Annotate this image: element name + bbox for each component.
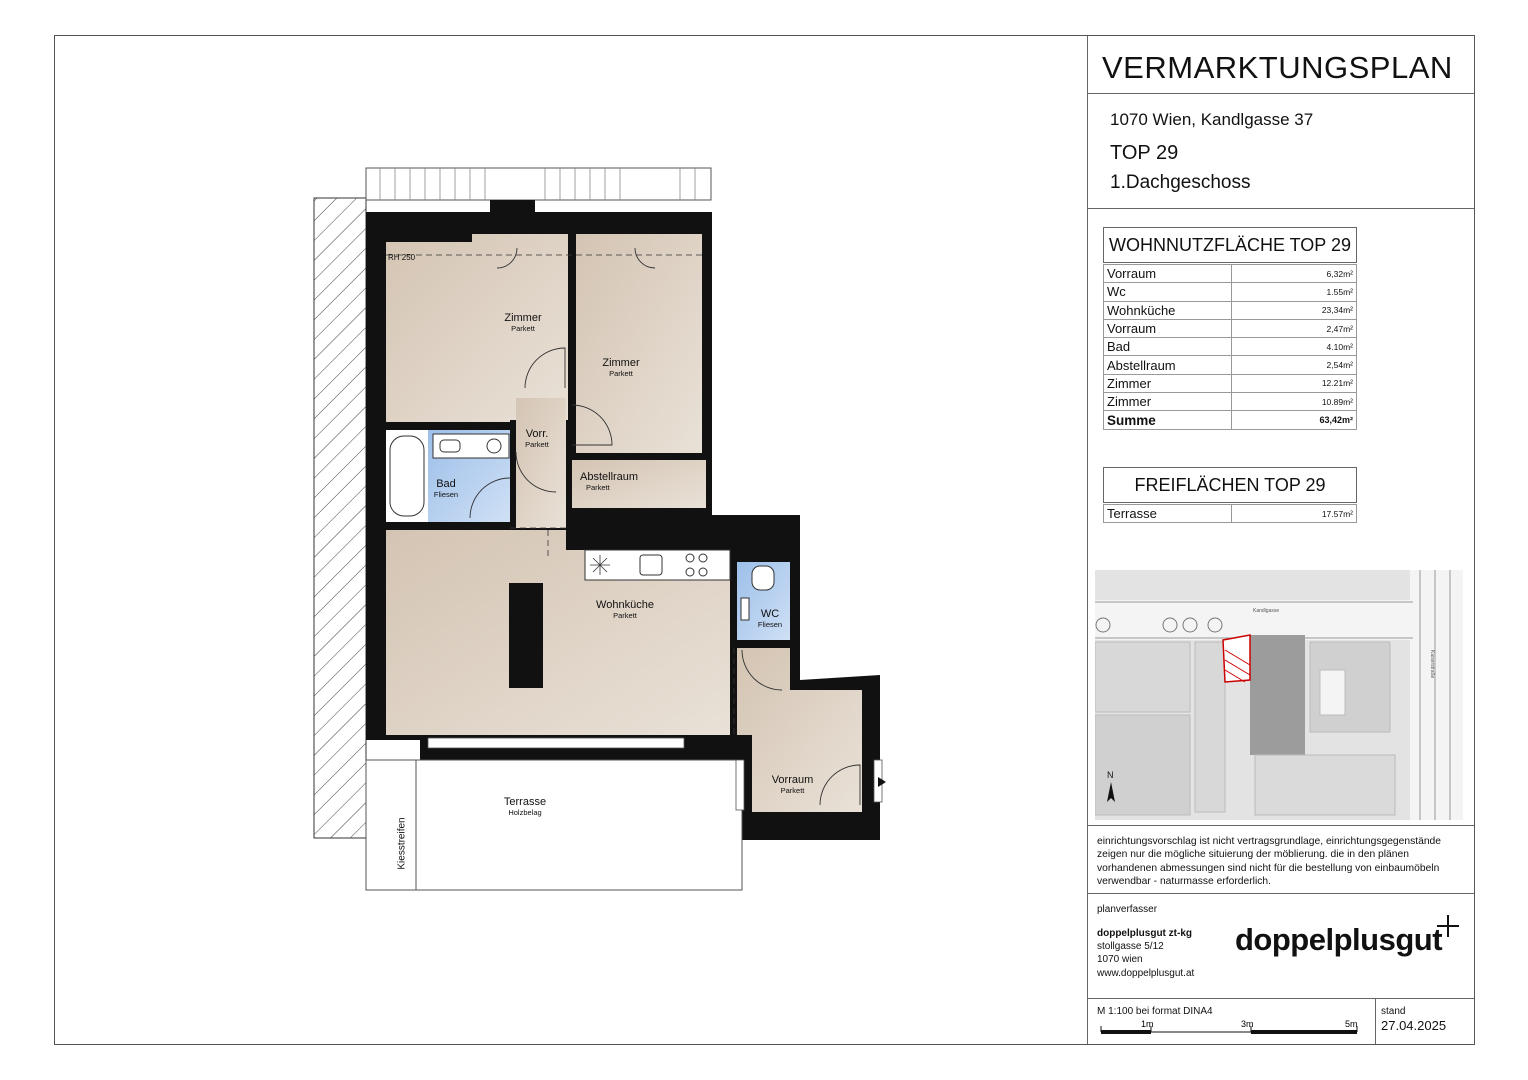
table-row: Zimmer 12.21m² [1104,374,1357,392]
terrace [366,760,742,890]
living-area-header: WOHNNUTZFLÄCHE TOP 29 [1103,227,1357,263]
label-gravel-strip: Kiesstreifen [396,817,408,870]
living-area-table [1103,264,1357,430]
table-row: Vorraum 6,32m² [1104,265,1357,283]
author-city: 1070 wien [1097,954,1143,966]
svg-text:3m: 3m [1241,1019,1254,1029]
table-row: Vorraum 2,47m² [1104,319,1357,337]
plan-date: 27.04.2025 [1381,1018,1447,1033]
label-wc: WC Fliesen [757,608,783,629]
company-logo: doppelplusgut [1235,922,1443,957]
svg-text:N: N [1107,770,1114,780]
author-label: planverfasser [1097,904,1158,915]
table-row: Abstellraum 2,54m² [1104,356,1357,374]
label-zimmer-2: Zimmer Parkett [602,357,640,378]
scale-label: M 1:100 bei format DINA4 [1097,1006,1213,1017]
author-street: stollgasse 5/12 [1097,941,1164,953]
svg-text:Kaiserstraße: Kaiserstraße [1429,650,1435,679]
gravel-strip [366,760,416,890]
table-row: Bad 4.10m² [1104,338,1357,356]
svg-text:1m: 1m [1141,1019,1154,1029]
room-height-label: RH 250 [388,253,416,262]
floor-level: 1.Dachgeschoss [1110,172,1251,193]
author-block [1097,927,1194,980]
site-map [1095,570,1463,820]
bathtub [390,436,424,516]
site-building [1250,635,1305,755]
disclaimer: einrichtungsvorschlag ist nicht vertragsgrundlage, einrichtungsgegenstände zeigen nur die mögliche situierung der möblierung. die in den plänen vorhandenen abmessungen sind nicht für die bestellung von einbaumöbeln verwendbar - naturmasse erforderlich. [1097,836,1442,888]
table-row: Wohnküche 23,34m² [1104,301,1357,319]
svg-text:5m: 5m [1345,1019,1358,1029]
label-abstellraum: Abstellraum Parkett [580,471,639,492]
label-bad: Bad Fliesen [433,478,459,499]
label-wohnkueche: Wohnküche Parkett [596,599,654,620]
table-row: Zimmer 10.89m² [1104,393,1357,411]
room-zimmer-2 [576,234,702,453]
stand-label: stand [1381,1006,1406,1017]
table-row: Wc 1.55m² [1104,283,1357,301]
label-terrasse: Terrasse Holzbelag [503,796,547,817]
unit-number: TOP 29 [1110,142,1179,164]
site-unit-marker [1223,635,1250,682]
roof-railing [366,168,711,200]
open-area-table [1103,504,1357,523]
toilet [752,566,774,590]
bath-sink-counter [433,434,509,458]
logo-plus-icon [1435,913,1461,939]
label-vorraum: Vorraum Parkett [771,774,814,795]
sum-row: Summe 63,42m² [1104,411,1357,429]
dining-table [509,583,543,688]
scale-bar [1097,1016,1367,1036]
address: 1070 Wien, Kandlgasse 37 [1110,110,1314,129]
author-firm: doppelplusgut zt-kg [1097,928,1192,939]
author-web[interactable]: www.doppelplusgut.at [1097,967,1195,979]
open-area-header: FREIFLÄCHEN TOP 29 [1103,467,1357,503]
label-zimmer-1: Zimmer Parkett [504,312,542,333]
room-vorr [516,398,566,528]
neighbour-wall-hatch [314,198,366,838]
svg-text:Kandlgasse: Kandlgasse [1253,608,1280,614]
table-row: Terrasse 17.57m² [1104,505,1357,523]
plan-title: VERMARKTUNGSPLAN [1102,50,1453,85]
label-vorr: Vorr. Parkett [525,428,549,449]
